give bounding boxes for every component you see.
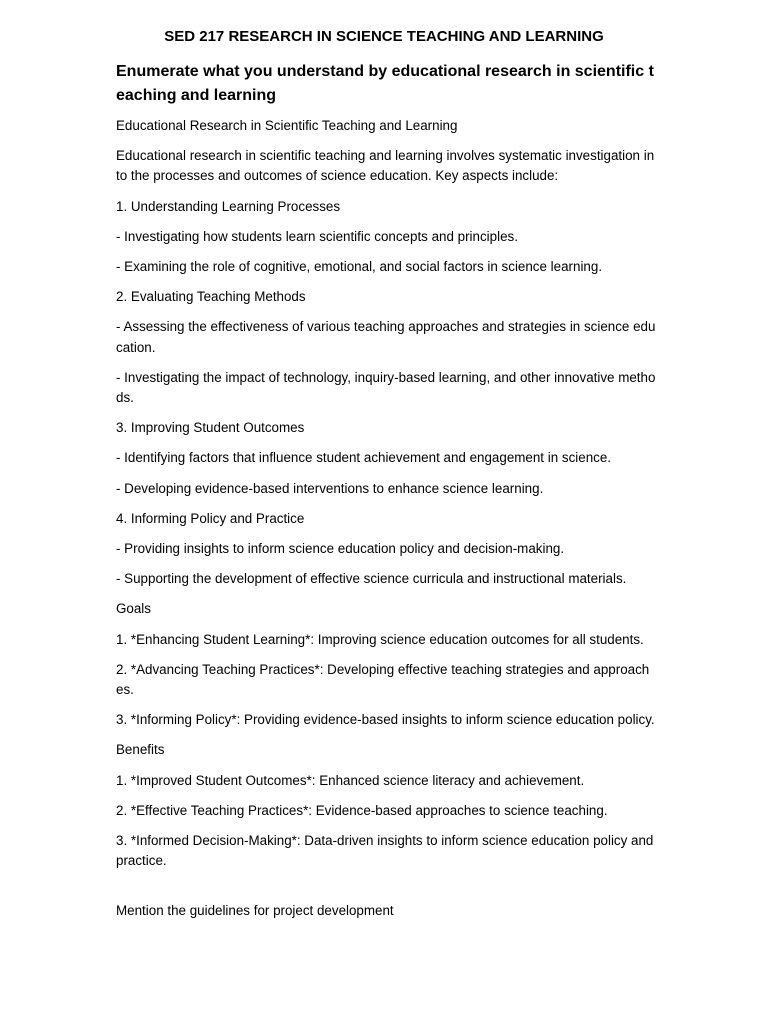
question-heading: Enumerate what you understand by educational research in scientific teaching and learning bbox=[116, 63, 654, 104]
list-item: 2. Evaluating Teaching Methods bbox=[116, 289, 306, 305]
list-item: - Assessing the effectiveness of various teaching approaches and strategies in science education. bbox=[116, 319, 656, 355]
intro-paragraph: Educational research in scientific teaching and learning involves systematic investigation into the processes and outcomes of science education. Key aspects include: bbox=[116, 148, 655, 184]
list-item: 2. *Effective Teaching Practices*: Evidence-based approaches to science teaching. bbox=[116, 802, 608, 818]
list-item: 1. Understanding Learning Processes bbox=[116, 198, 341, 214]
list-item: 4. Informing Policy and Practice bbox=[116, 510, 305, 526]
list-item: - Providing insights to inform science education policy and decision-making. bbox=[116, 541, 565, 557]
section-heading: Educational Research in Scientific Teaching and Learning bbox=[116, 118, 458, 133]
next-question: Mention the guidelines for project development bbox=[116, 903, 394, 919]
list-item: 3. Improving Student Outcomes bbox=[116, 420, 305, 436]
list-item: - Examining the role of cognitive, emotional, and social factors in science learning. bbox=[116, 259, 603, 275]
list-item: - Supporting the development of effective science curricula and instructional materials. bbox=[116, 571, 627, 587]
list-item: - Developing evidence-based interventions to enhance science learning. bbox=[116, 480, 544, 496]
list-item: 1. *Enhancing Student Learning*: Improving science education outcomes for all students. bbox=[116, 631, 644, 647]
list-item: - Investigating the impact of technology, inquiry-based learning, and other innovative methods. bbox=[116, 369, 656, 406]
list-item: 2. *Advancing Teaching Practices*: Developing effective teaching strategies and approaches. bbox=[116, 661, 650, 698]
document-title: SED 217 RESEARCH IN SCIENCE TEACHING AND LEARNING bbox=[164, 28, 604, 45]
benefits-heading: Benefits bbox=[116, 742, 165, 758]
list-item: - Investigating how students learn scientific concepts and principles. bbox=[116, 228, 518, 244]
list-item: - Identifying factors that influence student achievement and engagement in science. bbox=[116, 450, 612, 466]
list-item: 3. *Informing Policy*: Providing evidence-based insights to inform science education policy. bbox=[116, 712, 655, 728]
goals-heading: Goals bbox=[116, 601, 151, 617]
list-item: 3. *Informed Decision-Making*: Data-driven insights to inform science education policy and practice. bbox=[116, 833, 654, 869]
document-body bbox=[116, 116, 656, 932]
list-item: 1. *Improved Student Outcomes*: Enhanced science literacy and achievement. bbox=[116, 772, 585, 788]
